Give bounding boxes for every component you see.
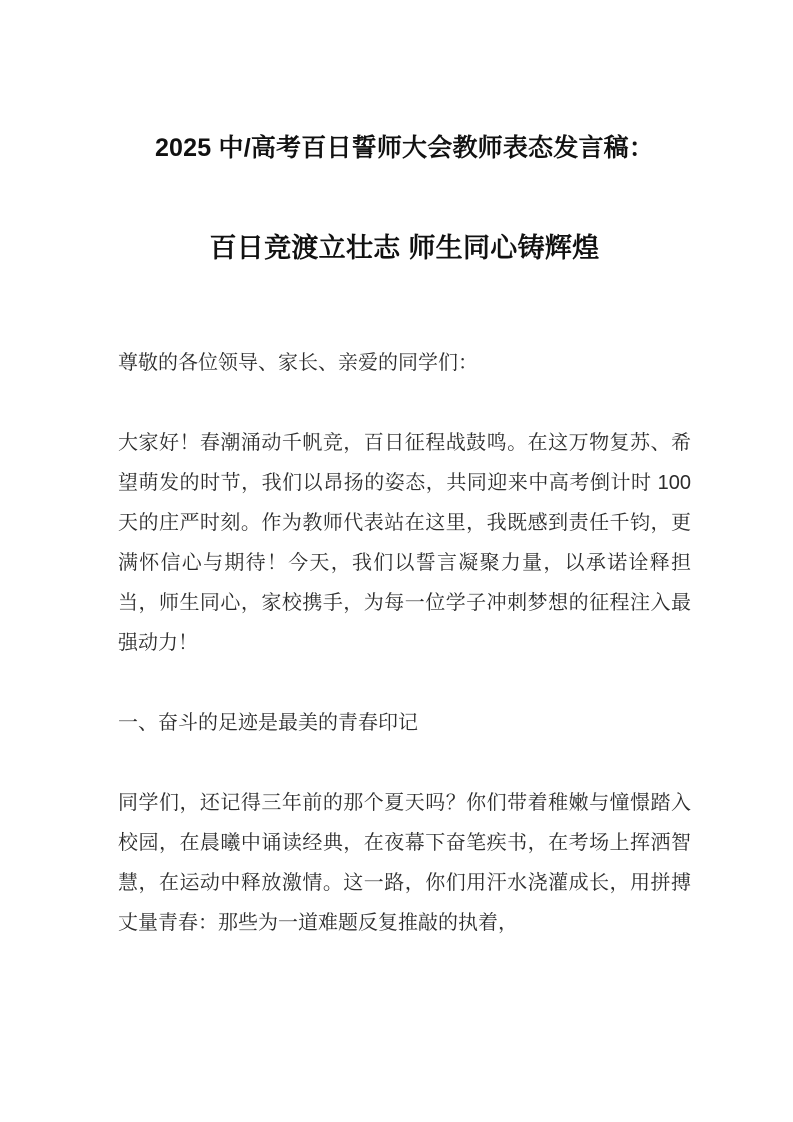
salutation-line: 尊敬的各位领导、家长、亲爱的同学们： bbox=[118, 352, 478, 374]
body-paragraph-1: 大家好！春潮涌动千帆竞，百日征程战鼓鸣。在这万物复苏、希望萌发的时节，我们以昂扬的姿态，共同迎来中高考倒计时 100 天的庄严时刻。作为教师代表站在这里，我既感到责任千钧，更满怀信心与期待！今天，我们以誓言凝聚力量，以承诺诠释担当，师生同心，家校携手，为每一位学子冲刺梦想的征程注入最强动力！ bbox=[118, 432, 691, 654]
document-title-line-2: 百日竞渡立壮志 师生同心铸辉煌 bbox=[209, 233, 600, 263]
document-title-line-1: 2025 中/高考百日誓师大会教师表态发言稿： bbox=[154, 134, 655, 162]
document-content bbox=[118, 0, 691, 943]
section-heading-1: 一、奋斗的足迹是最美的青春印记 bbox=[118, 712, 418, 734]
body-paragraph-2: 同学们，还记得三年前的那个夏天吗？你们带着稚嫩与憧憬踏入校园，在晨曦中诵读经典，在夜幕下奋笔疾书，在考场上挥洒智慧，在运动中释放激情。这一路，你们用汗水浇灌成长，用拼搏丈量青春：那些为一道难题反复推敲的执着， bbox=[118, 792, 691, 934]
